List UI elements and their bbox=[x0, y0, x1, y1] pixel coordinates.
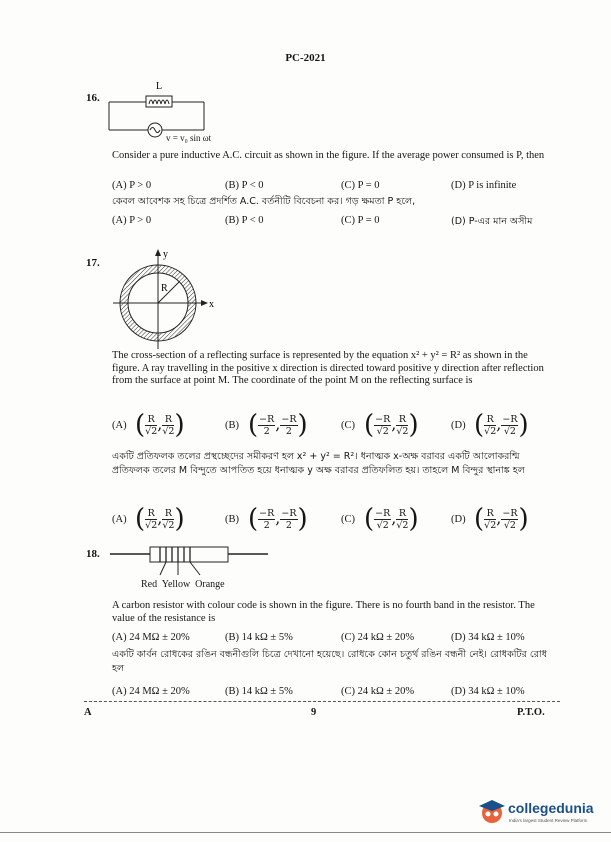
inductor-label: L bbox=[156, 81, 163, 92]
q18-option-d-bengali[interactable]: (D) 34 kΩ ± 10% bbox=[451, 686, 525, 697]
brand-logo bbox=[478, 798, 506, 824]
resistor-band-colours: Red Yellow Orange bbox=[141, 579, 225, 590]
q17-option-d-letter[interactable]: (D) bbox=[451, 420, 466, 431]
q17-option-b-letter[interactable]: (B) bbox=[225, 420, 239, 431]
q17-option-a-value[interactable]: ( $\frac{R}{√2}$ , $\frac{R}{√2}$ ) bbox=[135, 410, 185, 440]
q16-option-d[interactable]: (D) P is infinite bbox=[451, 180, 517, 191]
band-pointer-red bbox=[160, 562, 166, 575]
q18-option-c[interactable]: (C) 24 kΩ ± 20% bbox=[341, 632, 415, 643]
question-18-text: A carbon resistor with colour code is shown in the figure. There is no fourth band in the resistor. The value of the resistance is bbox=[112, 600, 535, 624]
reflecting-surface-diagram bbox=[105, 245, 220, 355]
band-pointer-orange bbox=[190, 562, 200, 575]
question-17-number: 17. bbox=[86, 257, 100, 269]
source-voltage-label: v = v₀ sin ωt bbox=[166, 133, 212, 143]
q17-option-b-value[interactable]: ( $\frac{-R}{2}$ , $\frac{-R}{2}$ ) bbox=[248, 410, 308, 440]
q18-option-b[interactable]: (B) 14 kΩ ± 5% bbox=[225, 632, 293, 643]
resistor-body bbox=[150, 547, 228, 562]
q16-option-a[interactable]: (A) P > 0 bbox=[112, 180, 152, 191]
q17-option-a-letter-bengali[interactable]: (A) bbox=[112, 514, 127, 525]
question-18-text-bengali: একটি কার্বন রোধকের রঙিন বন্ধনীগুলি চিত্রে দেখানো হয়েছে। রোধকে কোন চতুর্থ রঙিন বন্ধনী নেই। রোধকটির রোধ হল bbox=[112, 649, 548, 674]
footer-page-number: 9 bbox=[311, 707, 317, 718]
q18-option-d[interactable]: (D) 34 kΩ ± 10% bbox=[451, 632, 525, 643]
q18-option-b-bengali[interactable]: (B) 14 kΩ ± 5% bbox=[225, 686, 293, 697]
q17-option-c-value-bengali[interactable]: ( $\frac{-R}{√2}$ , $\frac{R}{√2}$ ) bbox=[364, 504, 419, 534]
question-16-text-bengali: কেবল আবেশক সহ চিত্রে প্রদর্শিত A.C. বর্তনীটি বিবেচনা কর। গড় ক্ষমতা P হলে, bbox=[112, 196, 416, 207]
question-16-number: 16. bbox=[86, 92, 100, 104]
q16-option-c[interactable]: (C) P = 0 bbox=[341, 180, 380, 191]
q16-option-d-bengali[interactable]: (D) P-এর মান অসীম bbox=[451, 216, 533, 227]
q16-option-b[interactable]: (B) P < 0 bbox=[225, 180, 264, 191]
q18-option-a-bengali[interactable]: (A) 24 MΩ ± 20% bbox=[112, 686, 190, 697]
footer-set: A bbox=[84, 707, 92, 718]
footer-pto: P.T.O. bbox=[517, 707, 545, 718]
q17-option-d-value[interactable]: ( $\frac{R}{√2}$ , $\frac{-R}{√2}$ ) bbox=[474, 410, 529, 440]
q16-option-c-bengali[interactable]: (C) P = 0 bbox=[341, 215, 380, 226]
q17-option-b-letter-bengali[interactable]: (B) bbox=[225, 514, 239, 525]
q17-option-a-letter[interactable]: (A) bbox=[112, 420, 127, 431]
paper-code: PC-2021 bbox=[285, 52, 326, 64]
q17-option-c-letter-bengali[interactable]: (C) bbox=[341, 514, 355, 525]
bottom-rule bbox=[0, 832, 611, 833]
footer-divider bbox=[84, 701, 560, 702]
q17-option-a-value-bengali[interactable]: ( $\frac{R}{√2}$ , $\frac{R}{√2}$ ) bbox=[135, 504, 185, 534]
q17-option-d-value-bengali[interactable]: ( $\frac{R}{√2}$ , $\frac{-R}{√2}$ ) bbox=[474, 504, 529, 534]
q16-option-b-bengali[interactable]: (B) P < 0 bbox=[225, 215, 264, 226]
q18-option-a[interactable]: (A) 24 MΩ ± 20% bbox=[112, 632, 190, 643]
q17-option-c-value[interactable]: ( $\frac{-R}{√2}$ , $\frac{R}{√2}$ ) bbox=[364, 410, 419, 440]
radius-label: R bbox=[161, 283, 168, 294]
brand-tagline: India's largest Student Review Platform bbox=[509, 818, 588, 823]
q17-option-d-letter-bengali[interactable]: (D) bbox=[451, 514, 466, 525]
inductor-coil bbox=[149, 100, 169, 104]
question-17-text-bengali: একটি প্রতিফলক তলের প্রস্থচ্ছেদের সমীকরণ হল x² + y² = R²। ধনাত্মক x-অক্ষ বরাবর একটি আলোকরশ্মি প্রতিফলক তলের M বিন্দুতে আপতিত হয়ে ধনাত্মক y অক্ষ বরাবর প্রতিফলিত হয়। তাহলে M বিন্দুর স্থানাঙ্ক হল bbox=[112, 451, 525, 476]
question-16-text: Consider a pure inductive A.C. circuit as shown in the figure. If the average power consumed is P, then bbox=[112, 150, 545, 161]
x-axis-label: x bbox=[209, 299, 214, 310]
q18-option-c-bengali[interactable]: (C) 24 kΩ ± 20% bbox=[341, 686, 415, 697]
brand-name: collegedunia bbox=[508, 800, 594, 816]
y-axis-label: y bbox=[163, 249, 168, 260]
resistor-diagram bbox=[108, 542, 270, 578]
question-18-number: 18. bbox=[86, 548, 100, 560]
question-17-text: The cross-section of a reflecting surface is represented by the equation x² + y² = R² as shown in the figure. A ray travelling in the positive x direction is directed toward positive y direction after reflection from the surface at point M. The coordinate of the point M on the reflecting surface is bbox=[112, 350, 544, 386]
q17-option-b-value-bengali[interactable]: ( $\frac{-R}{2}$ , $\frac{-R}{2}$ ) bbox=[248, 504, 308, 534]
q17-option-c-letter[interactable]: (C) bbox=[341, 420, 355, 431]
q16-option-a-bengali[interactable]: (A) P > 0 bbox=[112, 215, 152, 226]
